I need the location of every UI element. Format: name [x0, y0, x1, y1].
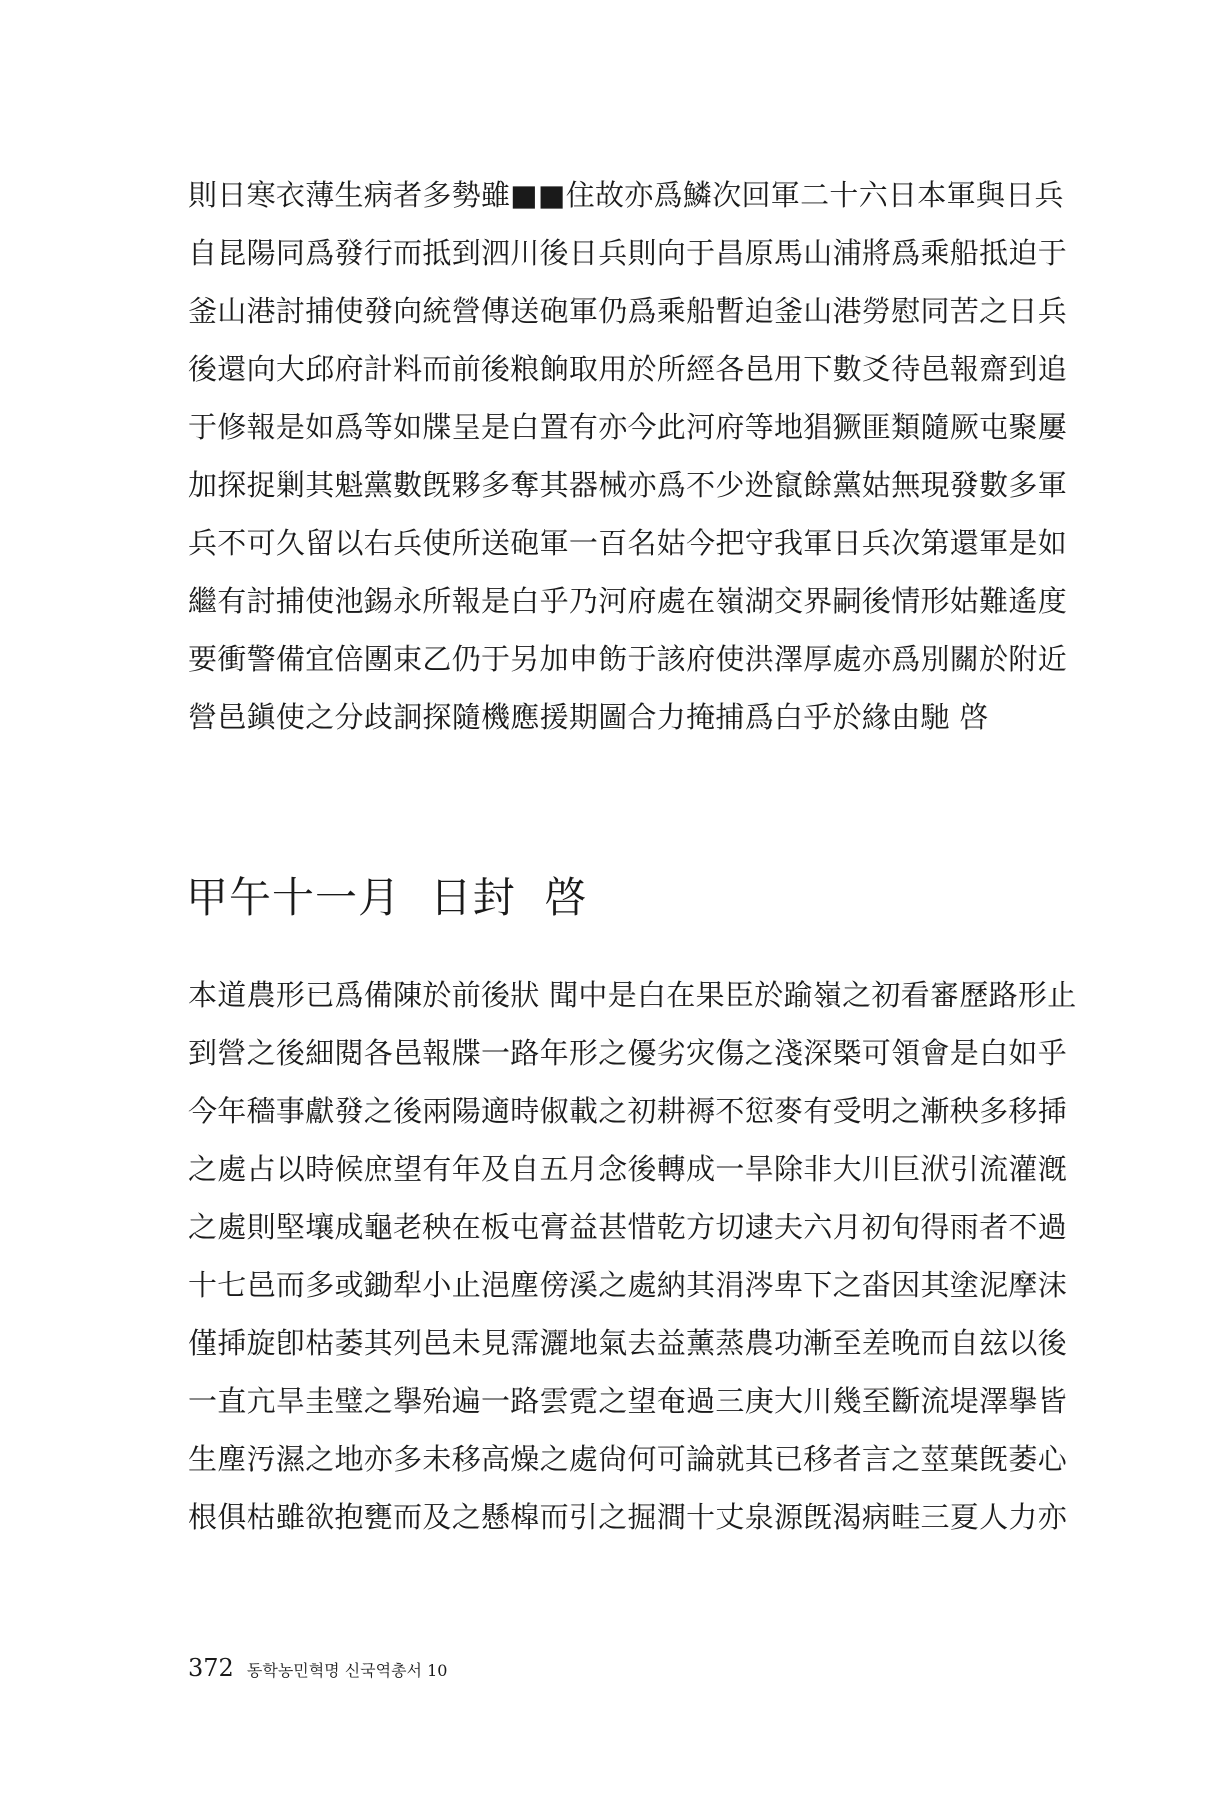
text-line: 繼有討捕使池錫永所報是白乎乃河府處在嶺湖交界嗣後情形姑難遙度	[188, 584, 1068, 618]
text-line: 生塵汚濕之地亦多未移高燥之處尙何可論就其已移者言之莖葉旣萎心	[188, 1442, 1068, 1476]
text-line: 兵不可久留以右兵使所送砲軍一百名姑今把守我軍日兵次第還軍是如	[188, 526, 1068, 560]
text-line: 根俱枯雖欲抱甕而及之懸槹而引之掘澗十丈泉源旣渴病畦三夏人力亦	[188, 1500, 1068, 1534]
text-line: 加探捉剿其魁黨數旣夥多奪其器械亦爲不少迯竄餘黨姑無現發數多軍	[188, 468, 1068, 502]
text-line: 要衝警備宜倍團束乙仍于另加申飭于該府使洪澤厚處亦爲別關於附近	[188, 642, 1068, 676]
text-line: 到營之後細閱各邑報牒一路年形之優劣灾傷之淺深槩可領會是白如乎	[188, 1036, 1068, 1070]
text-line: 自昆陽同爲發行而抵到泗川後日兵則向于昌原馬山浦將爲乘船抵迫于	[188, 236, 1068, 270]
text-line: 後還向大邱府計料而前後粮餉取用於所經各邑用下數爻待邑報齋到追	[188, 352, 1068, 386]
text-line: 僅揷旋卽枯萎其列邑未見霈灑地氣去益薰蒸農功漸至差晚而自玆以後	[188, 1326, 1068, 1360]
page-footer	[188, 1654, 447, 1682]
text-line: 十七邑而多或鋤犁小止浥塵傍溪之處納其涓涔卑下之畓因其塗泥摩沫	[188, 1268, 1068, 1302]
text-line: 之處占以時候庶望有年及自五月念後轉成一旱除非大川巨洑引流灌漑	[188, 1152, 1068, 1186]
text-line: 之處則堅壤成龜老秧在板屯膏益甚惜乾方切逮夫六月初旬得雨者不過	[188, 1210, 1068, 1244]
text-line: 本道農形已爲備陳於前後狀 聞中是白在果臣於踰嶺之初看審歷路形止	[188, 978, 1077, 1012]
series-title: 동학농민혁명 신국역총서 10	[246, 1661, 448, 1680]
paragraph-1	[188, 166, 1068, 746]
section-heading: 甲午十一月 日封 啓	[186, 873, 588, 922]
page-number: 372	[188, 1654, 234, 1682]
text-line: 釜山港討捕使發向統營傳送砲軍仍爲乘船暫迫釜山港勞慰同苦之日兵	[188, 294, 1068, 328]
text-line: 于修報是如爲等如牒呈是白置有亦今此河府等地猖獗匪類隨厥屯聚屢	[188, 410, 1068, 444]
text-line: 今年穡事獻發之後兩陽適時俶載之初耕褥不愆麥有受明之漸秧多移揷	[188, 1094, 1068, 1128]
text-line: 則日寒衣薄生病者多勢雖■■住故亦爲鱗次回軍二十六日本軍與日兵	[188, 178, 1064, 212]
text-line: 營邑鎭使之分歧詗探隨機應援期圖合力掩捕爲白乎於緣由馳 啓	[188, 700, 989, 734]
text-line: 一直亢旱圭璧之擧殆遍一路雲霓之望奄過三庚大川幾至斷流堤澤擧皆	[188, 1384, 1068, 1418]
paragraph-2	[188, 966, 1077, 1546]
